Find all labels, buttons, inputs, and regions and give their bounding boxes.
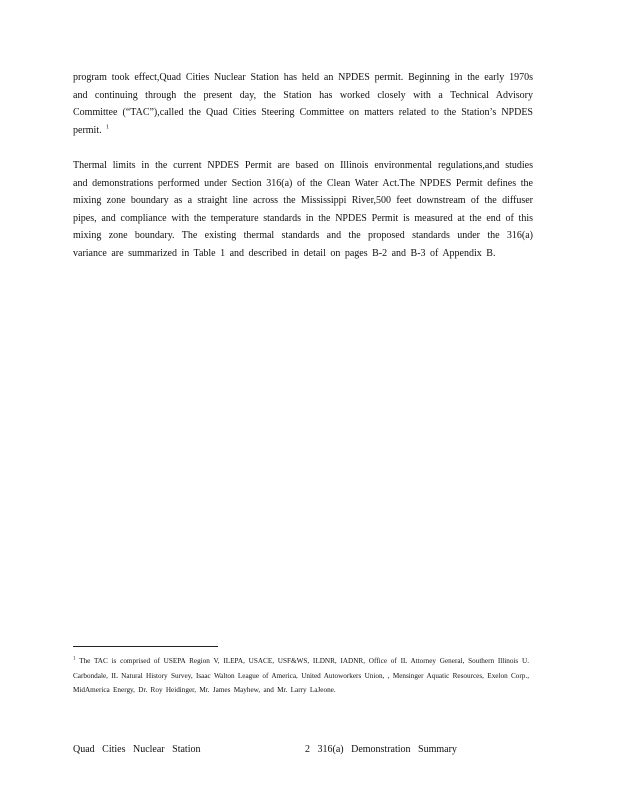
- body-paragraph-2: Thermal limits in the current NPDES Permit are based on Illinois environmental regulations,and studies and demonstrations performed under Section 316(a) of the Clean Water Act.The NPDES Permit defines the mixing zone boundary as a straight line across the Mississippi River,500 feet downstream of the diffuser pipes, and compliance with the temperature standards in the NPDES Permit is measured at the end of this mixing zone boundary. The existing thermal standards and the proposed standards under the 316(a) variance are summarized in Table 1 and described in detail on pages B-2 and B-3 of Appendix B.: [73, 160, 533, 259]
- footnote-reference: 1: [106, 124, 110, 131]
- footnote-marker: 1: [73, 656, 76, 662]
- footer-document-title: Quad Cities Nuclear Station: [73, 744, 201, 755]
- body-paragraph-1: [73, 69, 533, 139]
- footnote-separator: [73, 646, 218, 647]
- footer-page-label: 2 316(a) Demonstration Summary: [305, 744, 457, 755]
- body-paragraph-1-text: program took effect,Quad Cities Nuclear Station has held an NPDES permit. Beginning in the early 1970s and continuing through the present day, the Station has worked closely with a Technical Advisory Committee (“TAC”),called the Quad Cities Steering Committee on matters related to the Station’s NPDES permit.: [73, 72, 533, 136]
- footnote: [73, 654, 529, 698]
- footnote-text: The TAC is comprised of USEPA Region V, ILEPA, USACE, USF&WS, ILDNR, IADNR, Office of IL Attorney General, Southern Illinois U. Carbondale, IL Natural History Survey, Isaac Walton League of America, United Autoworkers Union, , Mensinger Aquatic Resources, Exelon Corp., MidAmerica Energy, Dr. Roy Heidinger, Mr. James Mayhew, and Mr. Larry LaJeone.: [73, 657, 529, 694]
